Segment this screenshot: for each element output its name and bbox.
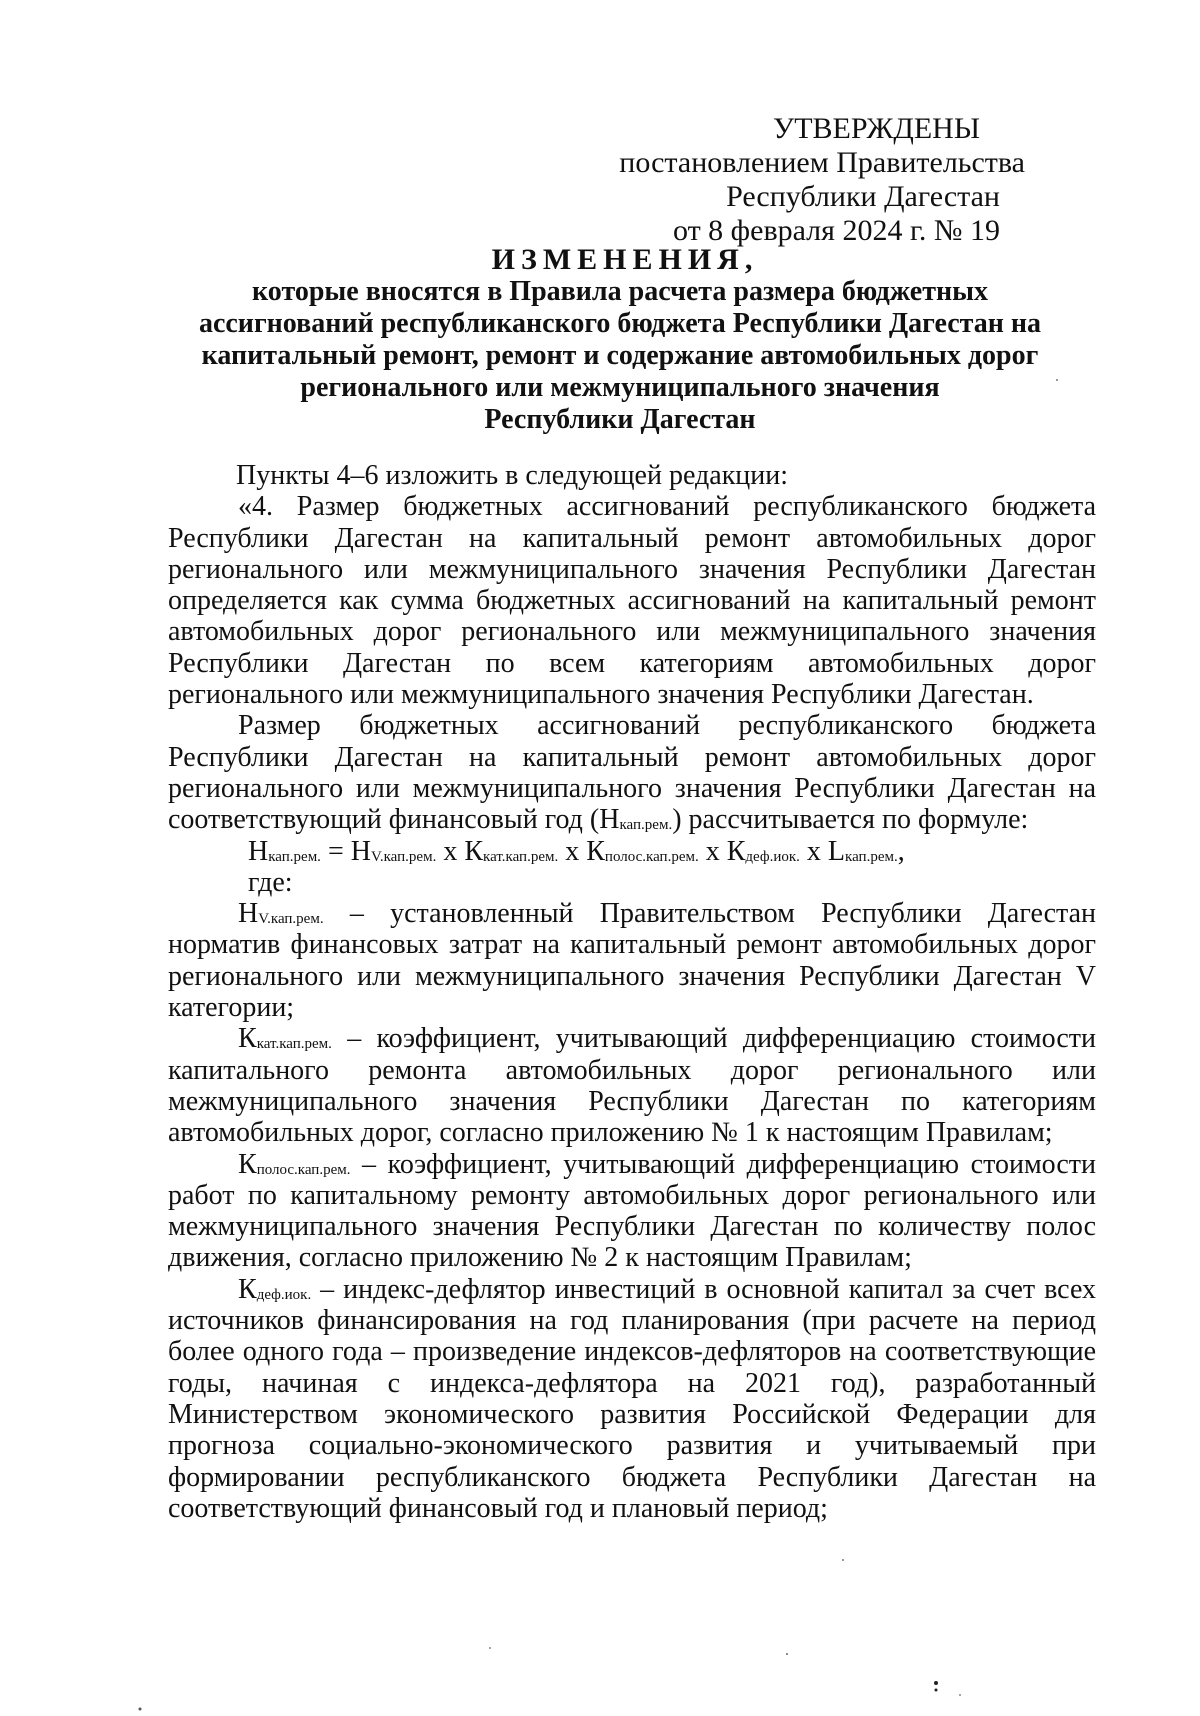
subtitle-line: которые вносятся в Правила расчета размера бюджетных (252, 276, 988, 307)
intro-paragraph: Пункты 4–6 изложить в следующей редакции: (236, 460, 789, 491)
approval-by-line: постановлением Правительства (619, 146, 1025, 179)
approval-stamp (530, 112, 1050, 248)
paragraph-size-text: Размер бюджетных ассигнований республиканского бюджета Республики Дагестан на капитальный ремонт автомобильных дорог регионального или межмуниципального значения Республики Дагестан на соответствующий финансовый год ( (168, 710, 1096, 836)
document-body (168, 460, 1096, 1524)
document-title: ИЗМЕНЕНИЯ, (491, 243, 759, 276)
where-label: где: (248, 866, 293, 898)
subtitle-line: регионального или межмуниципального значения (300, 372, 940, 403)
document-subtitle (170, 276, 1070, 436)
paragraph-4: «4. Размер бюджетных ассигнований республиканского бюджета Республики Дагестан на капитальный ремонт автомобильных дорог регионального или межмуниципального значения Республики Дагестан определяется как сумма бюджетных ассигнований на капитальный ремонт автомобильных дорог регионального или межмуниципального значения Республики Дагестан по всем категориям автомобильных дорог регионального или межмуниципального значения Республики Дагестан. (168, 491, 1096, 711)
definition-hv: $Н_{V.кап.рем.}$ – установленный Правительством Республики Дагестан норматив финансовых затрат на капитальный ремонт автомобильных дорог регионального или межмуниципального значения Республики Дагестан V категории; (168, 898, 1096, 1024)
definition-kkat: $К_{кат.кап.рем.}$ – коэффициент, учитывающий дифференциацию стоимости капитального ремонта автомобильных дорог регионального или межмуниципального значения Республики Дагестан по категориям автомобильных дорог, согласно приложению № 1 к настоящим Правилам; (168, 1023, 1097, 1149)
paragraph-size (168, 710, 1096, 835)
subtitle-line: ассигнований республиканского бюджета Республики Дагестан на (198, 308, 1042, 339)
definition-kdef: $К_{деф.иок.}$ – индекс-дефлятор инвестиций в основной капитал за счет всех источников финансирования на год планирования (при расчете на период более одного года – произведение индексов-дефляторов на соответствующие годы, начиная с индекса-дефлятора на 2021 год), разработанный Министерством экономического развития Российской Федерации для прогноза социально-экономического развития и учитываемый при формировании республиканского бюджета Республики Дагестан на соответствующий финансовый год и плановый период; (168, 1273, 1097, 1524)
definition-kpolos: $К_{полос.кап.рем.}$ – коэффициент, учитывающий дифференциацию стоимости работ по капитальному ремонту автомобильных дорог регионального или межмуниципального значения Республики Дагестан по количеству полос движения, согласно приложению № 2 к настоящим Правилам; (168, 1148, 1097, 1274)
approval-region-line: Республики Дагестан (726, 180, 1000, 213)
approval-title: УТВЕРЖДЕНЫ (772, 112, 980, 145)
formula-var-hkap: $Н_{кап.рем.}$ (599, 804, 673, 836)
subtitle-line: Республики Дагестан (484, 404, 756, 435)
approval-date-line: от 8 февраля 2024 г. № 19 (672, 214, 1000, 247)
formula: $Н_{кап.рем.} = Н_{V.кап.рем.}$ x $К_{кат.кап.рем.}$ x $К_{полос.кап.рем.}$ x $К_{деф.иок.}$ x $L_{кап.рем.}$, (248, 835, 905, 867)
subtitle-line: капитальный ремонт, ремонт и содержание автомобильных дорог (201, 340, 1039, 371)
paragraph-size-tail: ) рассчитывается по формуле: (672, 804, 1029, 836)
